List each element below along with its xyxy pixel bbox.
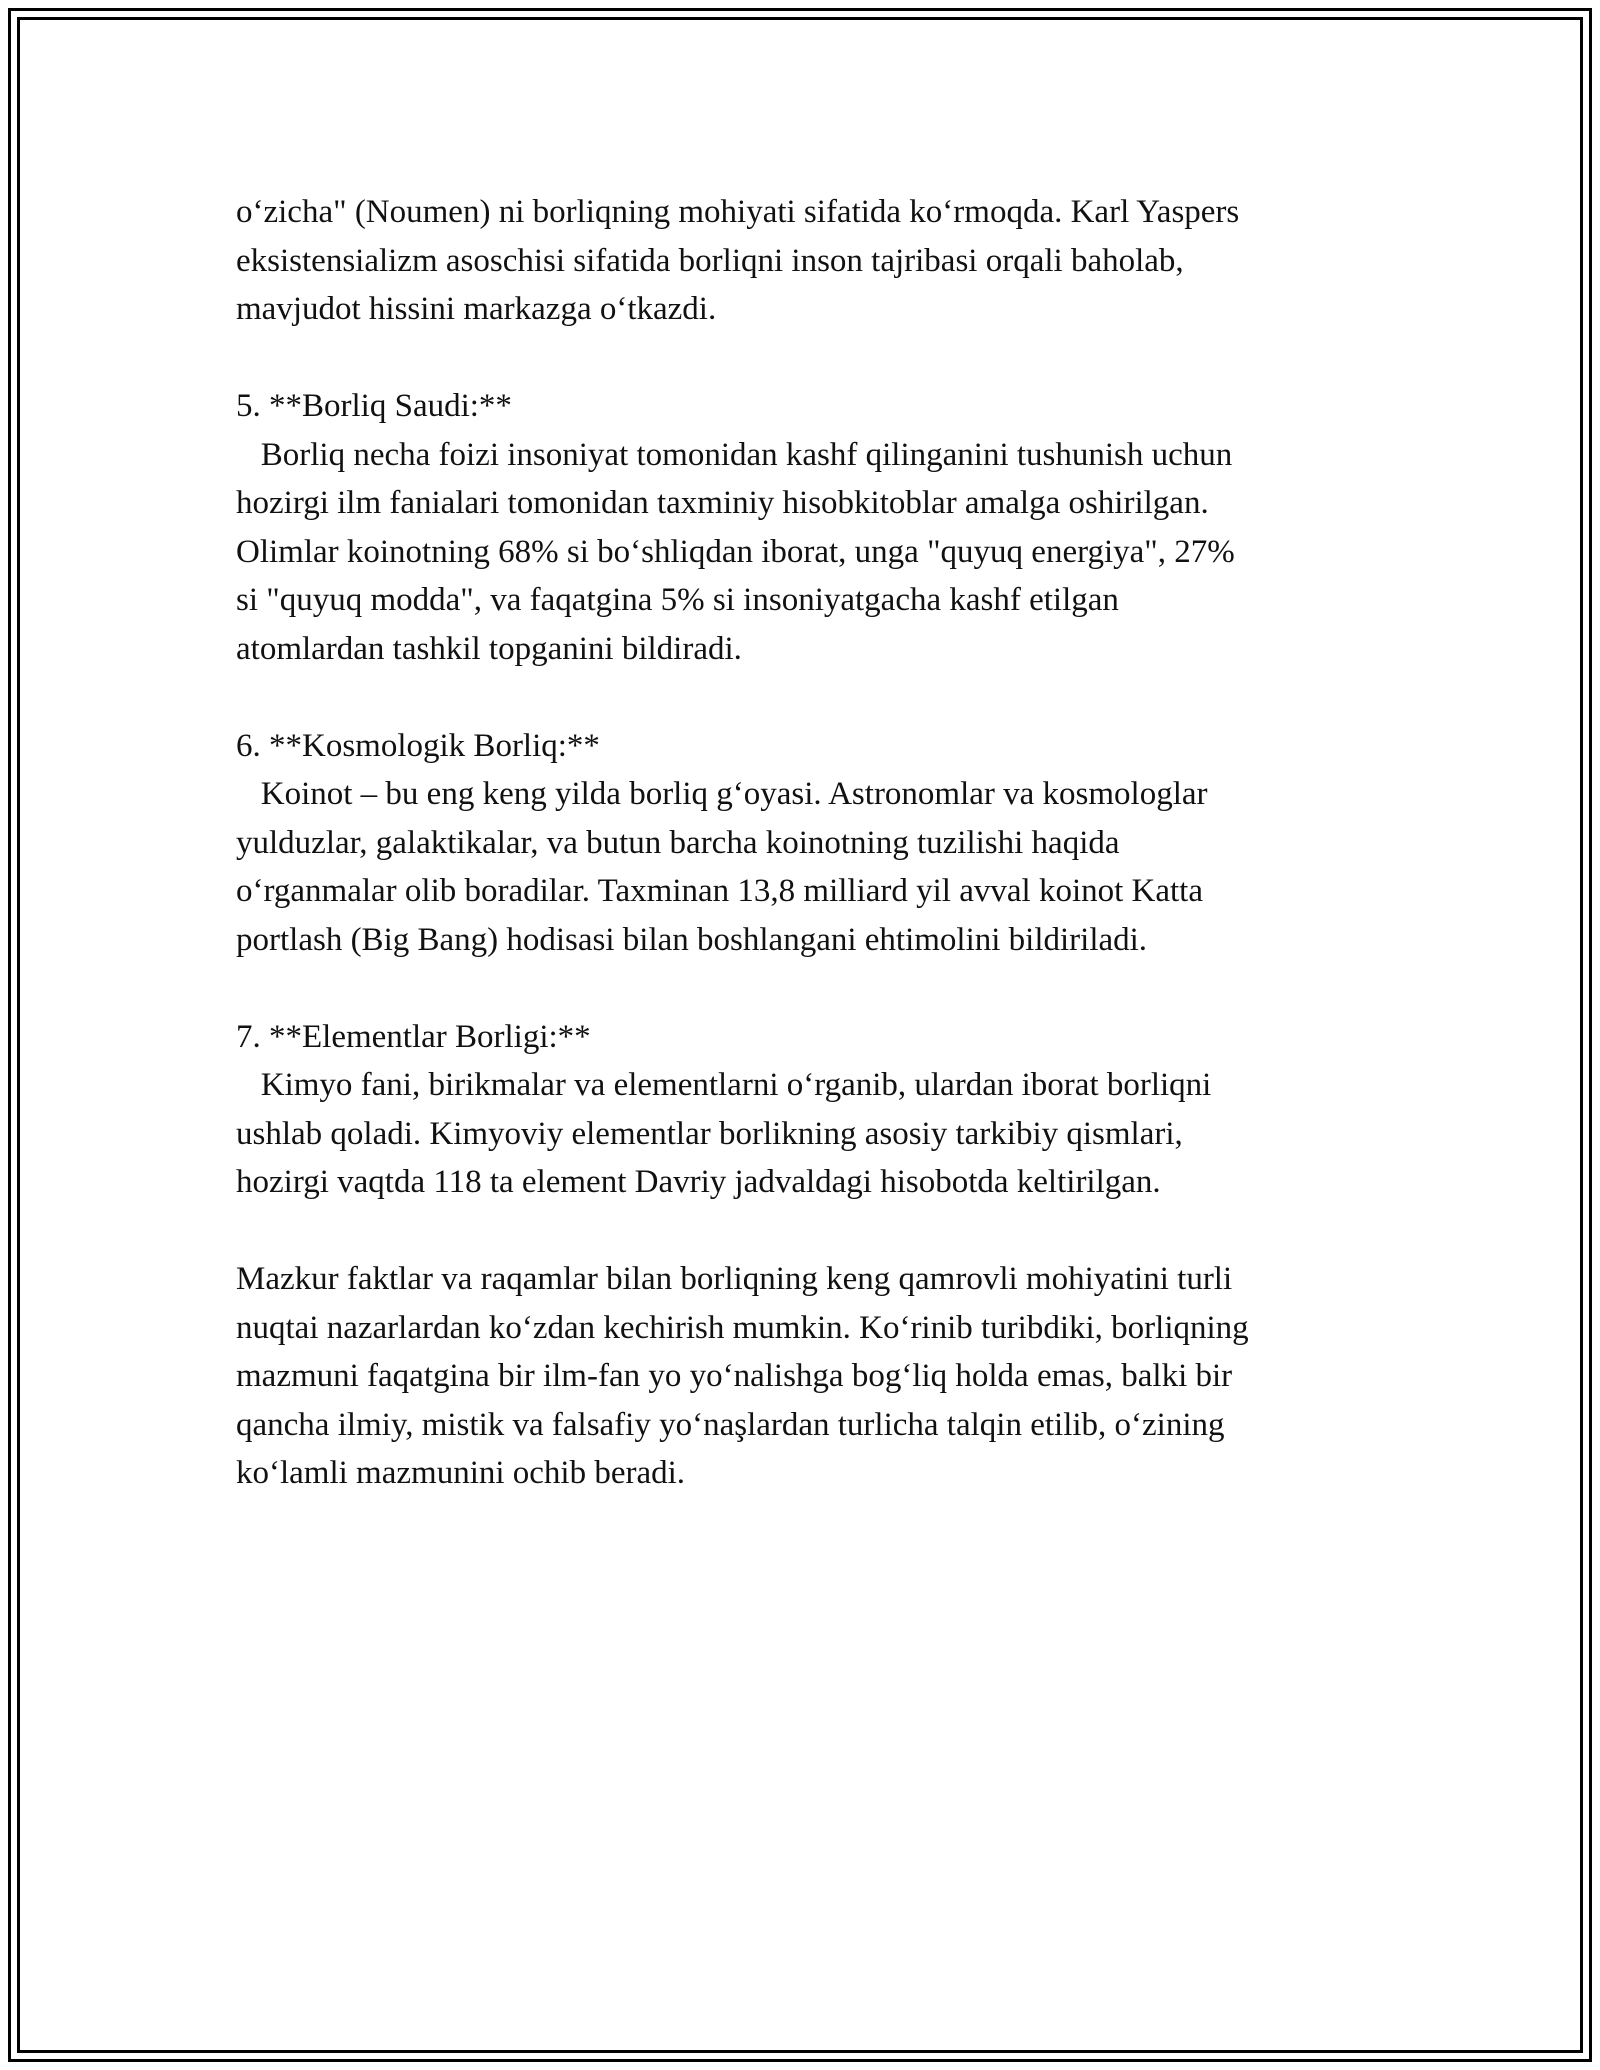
- text-line: Kimyo fani, birikmalar va elementlarni o‘rganib, ulardan iborat borliqni: [236, 1067, 1212, 1103]
- text-line: o‘zicha" (Noumen) ni borliqning mohiyati sifatida ko‘rmoqda. Karl Yaspers: [236, 194, 1240, 230]
- text-line: nuqtai nazarlardan ko‘zdan kechirish mumkin. Ko‘rinib turibdiki, borliqning: [236, 1309, 1249, 1346]
- text-line: mazmuni faqatgina bir ilm-fan yo yo‘nalishga bog‘liq holda emas, balki bir: [236, 1358, 1233, 1394]
- text-line: hozirgi vaqtda 118 ta element Davriy jadvaldagi hisobotda keltirilgan.: [236, 1164, 1161, 1200]
- text-line: ko‘lamli mazmunini ochib beradi.: [236, 1455, 686, 1491]
- section-5: [236, 382, 1376, 673]
- paragraph-gap: [236, 673, 1376, 722]
- section-heading: 7. **Elementlar Borligi:**: [236, 1018, 591, 1055]
- text-line: hozirgi ilm fanialari tomonidan taxminiy hisobkitoblar amalga oshirilgan.: [236, 485, 1209, 521]
- intro-paragraph: [236, 188, 1376, 334]
- section-heading: 5. **Borliq Saudi:**: [236, 388, 512, 424]
- text-line: mavjudot hissini markazga o‘tkazdi.: [236, 291, 717, 327]
- text-line: qancha ilmiy, mistik va falsafiy yo‘naşlardan turlicha talqin etilib, o‘zining: [236, 1406, 1225, 1443]
- section-6: [236, 722, 1376, 965]
- text-line: eksistensializm asoschisi sifatida borliqni inson tajribasi orqali baholab,: [236, 242, 1184, 279]
- text-line: portlash (Big Bang) hodisasi bilan boshlangani ehtimolini bildiriladi.: [236, 921, 1148, 958]
- text-line: ushlab qoladi. Kimyoviy elementlar borlikning asosiy tarkibiy qismlari,: [236, 1115, 1183, 1152]
- section-7: [236, 1013, 1376, 1207]
- conclusion-paragraph: [236, 1255, 1376, 1498]
- paragraph-gap: [236, 964, 1376, 1013]
- text-line: atomlardan tashkil topganini bildiradi.: [236, 630, 742, 667]
- section-heading: 6. **Kosmologik Borliq:**: [236, 727, 600, 764]
- text-line: o‘rganmalar olib boradilar. Taxminan 13,8 milliard yil avval koinot Katta: [236, 873, 1203, 909]
- paragraph-gap: [236, 334, 1376, 383]
- text-line: Borliq necha foizi insoniyat tomonidan kashf qilinganini tushunish uchun: [236, 436, 1233, 473]
- document-body: [236, 188, 1376, 1498]
- paragraph-gap: [236, 1207, 1376, 1256]
- text-line: Koinot – bu eng keng yilda borliq g‘oyasi. Astronomlar va kosmologlar: [236, 776, 1208, 812]
- text-line: si "quyuq modda", va faqatgina 5% si insoniyatgacha kashf etilgan: [236, 582, 1119, 618]
- text-line: Mazkur faktlar va raqamlar bilan borliqning keng qamrovli mohiyatini turli: [236, 1261, 1233, 1297]
- text-line: Olimlar koinotning 68% si bo‘shliqdan iborat, unga "quyuq energiya", 27%: [236, 533, 1235, 570]
- text-line: yulduzlar, galaktikalar, va butun barcha koinotning tuzilishi haqida: [236, 824, 1120, 861]
